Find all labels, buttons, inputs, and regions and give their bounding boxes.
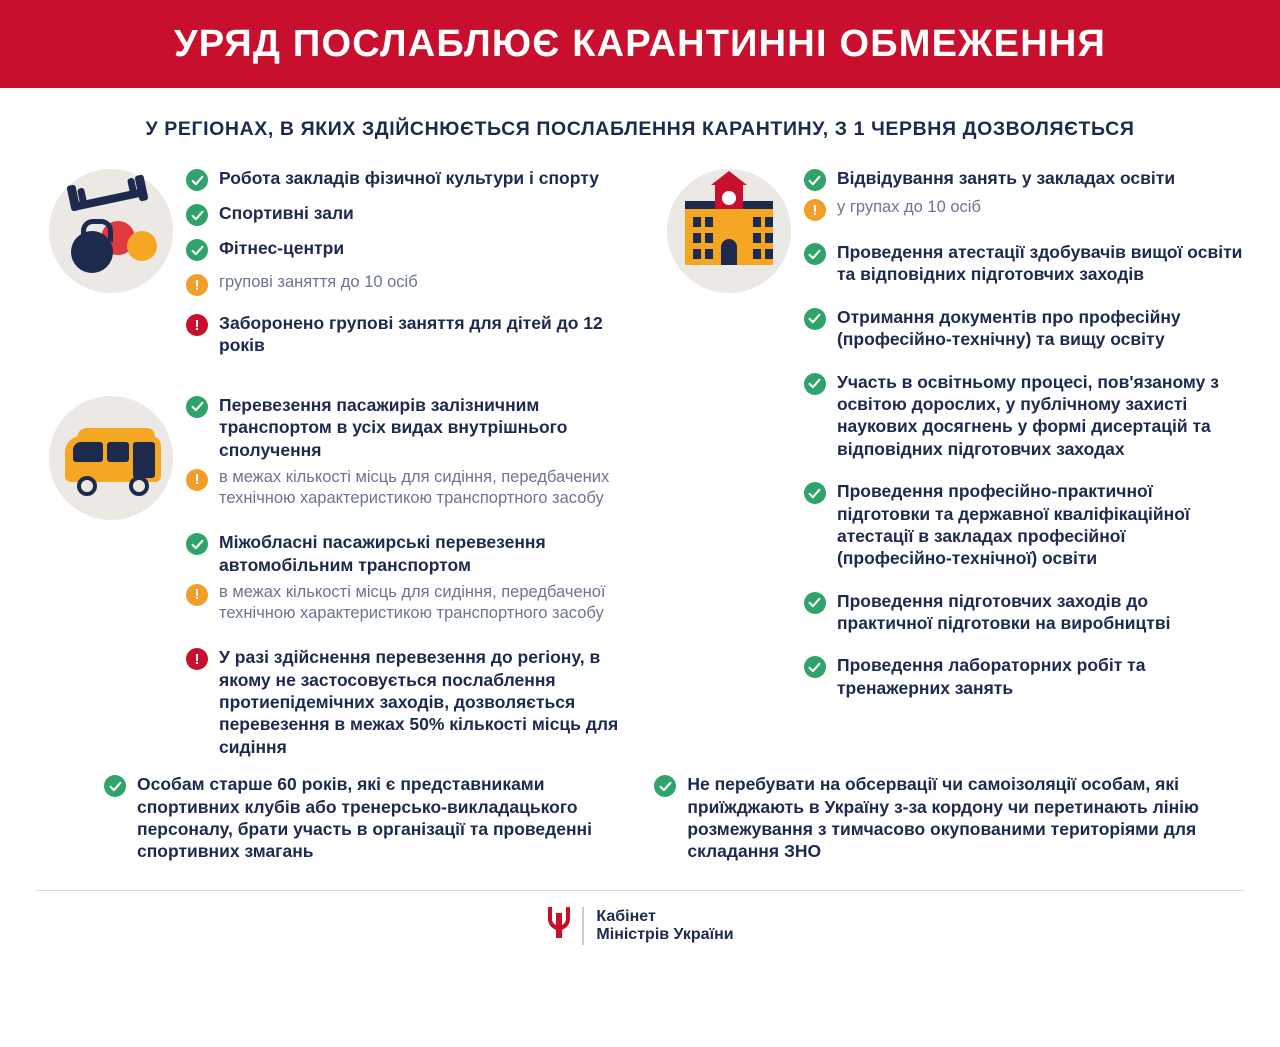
list-item-label: Заборонено групові заняття для дітей до 12 років (219, 313, 603, 356)
list-item-label: Не перебувати на обсервації чи самоізоляції особам, які приїжджають в Україну з-за кордону чи перетинають лінію розмежування з тимчасово окупованими територіями для складання ЗНО (687, 774, 1199, 862)
check-icon (186, 396, 208, 418)
sport-items (186, 163, 630, 368)
list-item-label: Фітнес-центри (219, 238, 345, 258)
exclamation-icon: ! (186, 469, 208, 491)
dumbbell-icon (49, 169, 173, 293)
list-item (104, 773, 630, 863)
check-icon (186, 239, 208, 261)
content-columns (0, 141, 1280, 769)
list-item-label: У разі здійснення перевезення до регіону, в якому не застосовується послаблення протиепідемічних заходів, дозволяється перевезення в межах 50% кількості місць для сидіння (219, 647, 619, 757)
check-icon (804, 656, 826, 678)
list-item (804, 197, 1244, 221)
exclamation-icon: ! (186, 584, 208, 606)
list-item-label: у групах до 10 осіб (836, 198, 981, 216)
list-item (804, 167, 1244, 191)
subtitle: У РЕГІОНАХ, В ЯКИХ ЗДІЙСНЮЄТЬСЯ ПОСЛАБЛЕННЯ КАРАНТИНУ, З 1 ЧЕРВНЯ ДОЗВОЛЯЄТЬСЯ (145, 118, 1135, 140)
check-icon (804, 169, 826, 191)
list-item-label: в межах кількості місць для сидіння, передбаченої технічною характеристикою транспортного засобу (219, 582, 606, 623)
exclamation-icon: ! (186, 274, 208, 296)
transport-items (186, 390, 630, 769)
left-column (36, 163, 630, 769)
exclamation-icon: ! (804, 199, 826, 221)
list-item (804, 480, 1244, 570)
list-item (804, 241, 1244, 286)
list-item-label: Проведення атестації здобувачів вищої освіти та відповідних підготовчих заходів (836, 242, 1243, 285)
footer-right (630, 773, 1244, 874)
list-item-label: Міжобласні пасажирські перевезення автомобільним транспортом (219, 532, 546, 575)
list-item (804, 654, 1244, 699)
page-title: УРЯД ПОСЛАБЛЮЄ КАРАНТИННІ ОБМЕЖЕННЯ (173, 22, 1107, 65)
bus-icon (49, 396, 173, 520)
check-icon (804, 243, 826, 265)
list-item (186, 167, 630, 191)
check-icon (654, 775, 676, 797)
education-block (654, 163, 1244, 710)
list-item (804, 590, 1244, 635)
list-item-label: Особам старше 60 років, які є представниками спортивних клубів або тренерсько-викладацького персоналу, брати участь в організації та проведенні спортивних змагань (137, 774, 592, 862)
check-icon (104, 775, 126, 797)
exclamation-circle-icon: ! (186, 314, 208, 336)
check-icon (804, 592, 826, 614)
list-item-label: Участь в освітньому процесі, пов'язаному з освітою дорослих, у публічному захисті наукових досягнень у формі дисертацій та відповідних підготовчих заходах (836, 371, 1219, 459)
school-icon (667, 169, 791, 293)
brand-block (0, 905, 1280, 947)
brand-divider (582, 907, 584, 945)
check-icon (804, 373, 826, 395)
sport-icon-wrap (36, 163, 186, 293)
list-item-label: в межах кількості місць для сидіння, передбачених технічною характеристикою транспортного засобу (219, 467, 610, 508)
list-item-label: Проведення підготовчих заходів до практичної підготовки на виробництві (836, 590, 1171, 634)
list-item (186, 582, 630, 624)
check-icon (186, 204, 208, 226)
transport-block (36, 390, 630, 769)
education-icon-wrap (654, 163, 804, 293)
list-item (186, 467, 630, 509)
right-column (630, 163, 1244, 769)
list-item-label: Проведення лабораторних робіт та тренажерних занять (836, 655, 1146, 698)
list-item (186, 272, 630, 296)
list-item (804, 371, 1244, 461)
check-icon (804, 482, 826, 504)
trident-icon (546, 905, 572, 947)
list-item (654, 773, 1244, 863)
brand-line-1: Кабінет (596, 907, 656, 925)
list-item (804, 306, 1244, 351)
list-item (186, 312, 630, 357)
list-item-label: групові заняття до 10 осіб (219, 273, 418, 291)
header-banner (0, 0, 1280, 88)
list-item-label: Робота закладів фізичної культури і спорту (219, 168, 599, 188)
list-item-label: Відвідування занять у закладах освіти (836, 168, 1176, 188)
list-item (186, 394, 630, 461)
check-icon (186, 533, 208, 555)
list-item (186, 237, 630, 261)
sport-block (36, 163, 630, 368)
list-item (186, 202, 630, 226)
list-item (186, 646, 630, 758)
list-item-label: Спортивні зали (219, 203, 354, 223)
list-item-label: Перевезення пасажирів залізничним транспортом в усіх видах внутрішнього сполучення (219, 394, 568, 460)
brand-line-2: Міністрів України (596, 925, 734, 943)
footer-left (36, 773, 630, 874)
check-icon (186, 169, 208, 191)
list-item (186, 531, 630, 576)
list-item-label: Отримання документів про професійну (професійно-технічну) та вищу освіту (836, 306, 1181, 350)
list-item-label: Проведення професійно-практичної підготовки та державної кваліфікаційної атестації в закладах професійної (професійно-технічної) освіти (836, 481, 1190, 569)
exclamation-circle-icon: ! (186, 648, 208, 670)
check-icon (804, 308, 826, 330)
education-items (804, 163, 1244, 710)
footer-divider (36, 890, 1244, 891)
transport-icon-wrap (36, 390, 186, 520)
footer-items-row (0, 769, 1280, 874)
